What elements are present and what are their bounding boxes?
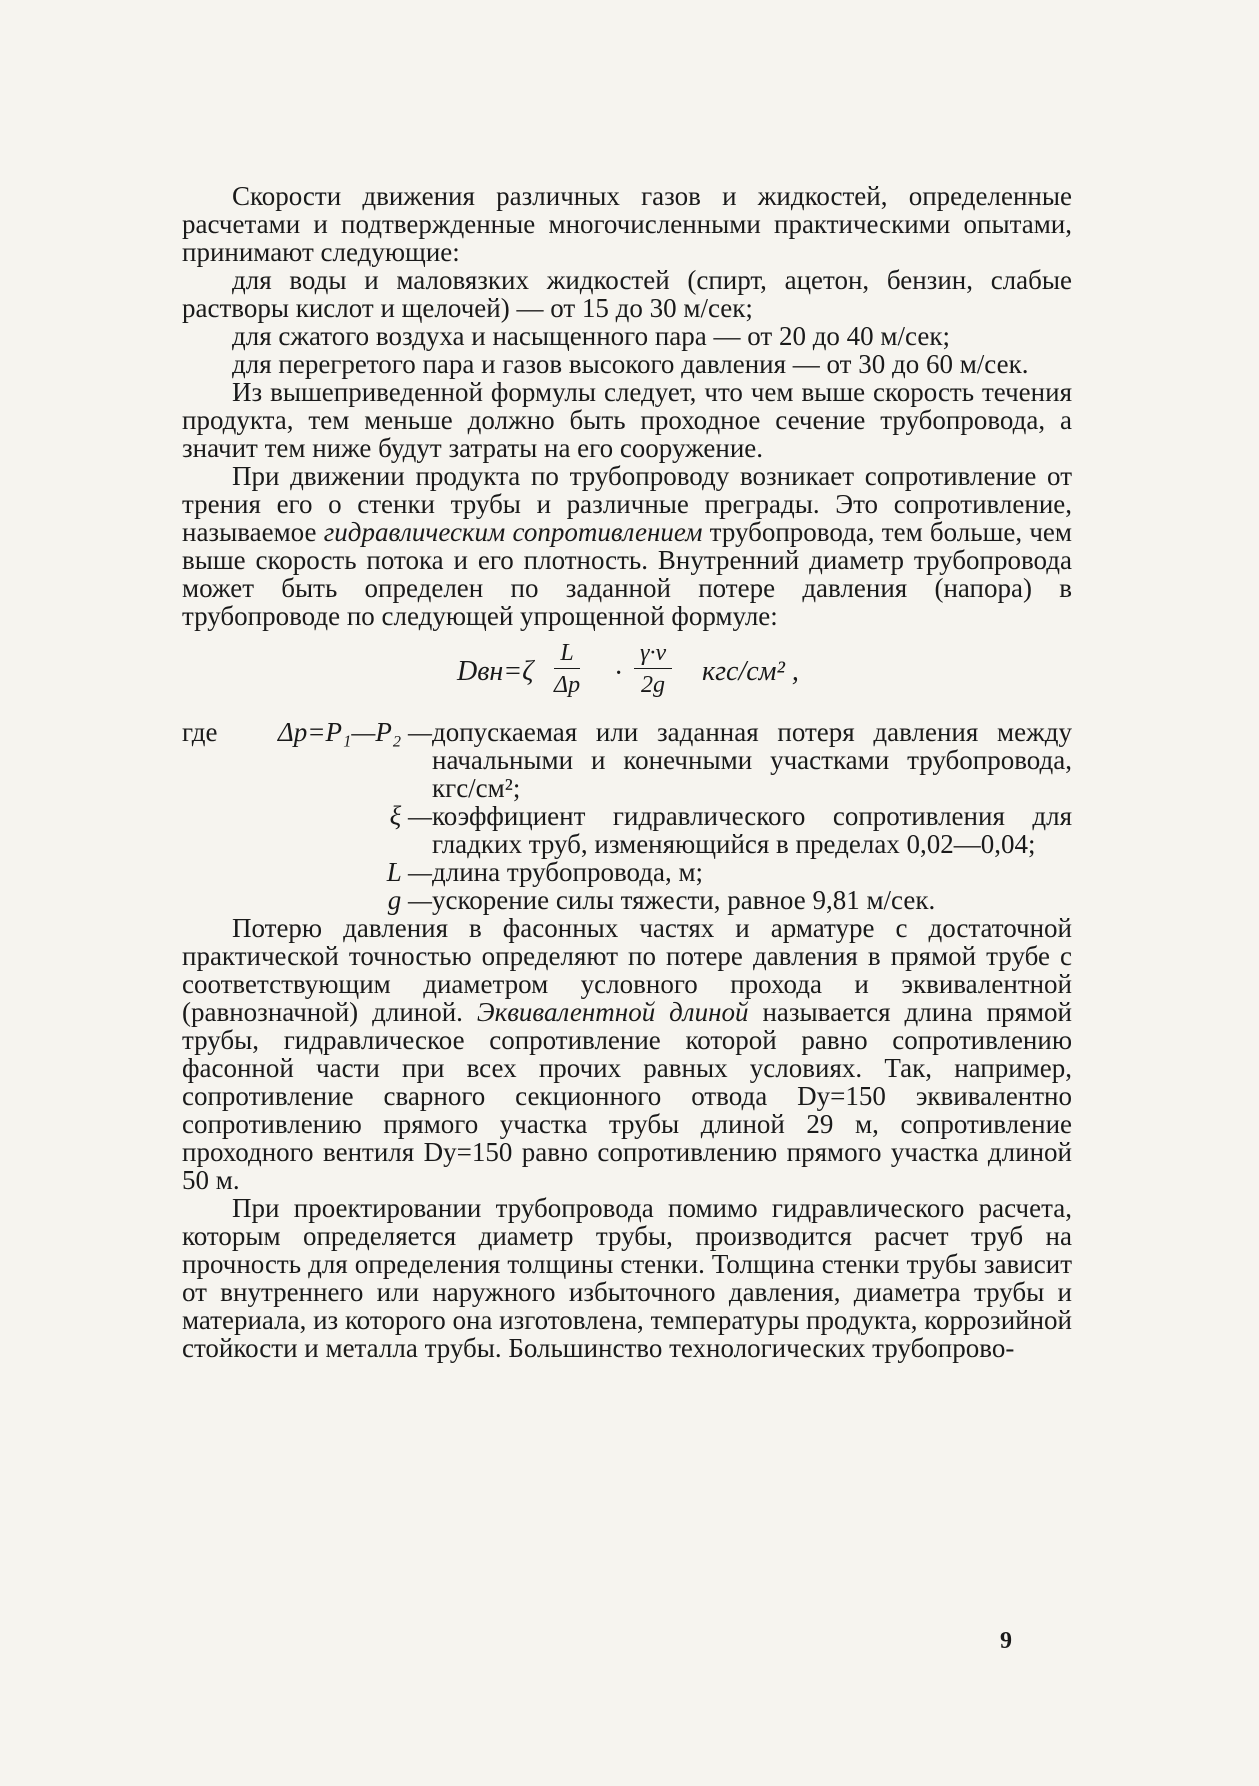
page-number: 9 xyxy=(1000,1628,1012,1654)
formula-fraction-velocity: $\frac{\gamma\cdot v}{2g}$ xyxy=(634,640,672,698)
paragraph-air-velocity: для сжатого воздуха и насыщенного пара — от 20 до 40 м/сек; xyxy=(232,321,950,351)
formula-definitions xyxy=(182,718,1072,914)
paragraph-steam-velocity: для перегретого пара и газов высокого давления — от 30 до 60 м/сек. xyxy=(232,349,1029,379)
definition-item: L — длина трубопровода, м; xyxy=(386,857,704,887)
paragraph-equivalent-length: Потерю давления в фасонных частях и арматуре с достаточной практической точностью определяют по потере давления в прямой трубе с соответствующим диаметром условного прохода и эквивалентной (равнозначной) длиной. Эквивалентной длиной называется длина прямой трубы, гидравлическое сопротивление которой равно сопротивлению фасонной части при всех прочих равных условиях. Так, например, сопротивление сварного секционного отвода Dу=150 эквивалентно сопротивлению прямого участка трубы длиной 29 м, сопротивление проходного вентиля Dу=150 равно сопротивлению прямого участка длиной 50 м. xyxy=(182,913,1073,1195)
term-equivalent-length: Эквивалентной длиной xyxy=(476,997,749,1027)
paragraph-conclusion: Из вышеприведенной формулы следует, что чем выше скорость течения продукта, тем меньше должно быть проходное сечение трубопровода, а значит тем ниже будут затраты на его сооружение. xyxy=(182,377,1072,463)
body-text xyxy=(182,182,1072,1362)
paragraph-strength-calculation: При проектировании трубопровода помимо гидравлического расчета, которым определяется диаметр трубы, производится расчет труб на прочность для определения толщины стенки. Толщина стенки трубы зависит от внутреннего или наружного избыточного давления, диаметра трубы и материала, из которого она изготовлена, температуры продукта, коррозийной стойкости и металла трубы. Большинство технологических трубопрово- xyxy=(182,1193,1072,1363)
paragraph-hydraulic-resistance: При движении продукта по трубопроводу возникает сопротивление от трения его о стенки трубы и различные преграды. Это сопротивление, называемое гидравлическим сопротивлением трубопровода, тем больше, чем выше скорость потока и его плотность. Внутренний диаметр трубопровода может быть определен по заданной потере давления (напора) в трубопроводе по следующей упрощенной формуле: xyxy=(182,461,1072,631)
paragraph-velocities-intro: Скорости движения различных газов и жидкостей, определенные расчетами и подтвержденные многочисленными практическими опытами, принимают следующие: xyxy=(182,181,1072,267)
definition-item: ξ — коэффициент гидравлического сопротивления для гладких труб, изменяющийся в пределах 0,02—0,04; xyxy=(389,801,1072,859)
definition-item: g — ускорение силы тяжести, равное 9,81 м/сек. xyxy=(387,885,936,915)
definition-item: где Δp=P₁—P₂ — допускаемая или заданная потеря давления между начальными и конечными участками трубопровода, кгс/см²; xyxy=(182,717,1072,803)
formula-lhs: Dвн=ζ xyxy=(457,656,534,687)
formula-unit: кгс/см² , xyxy=(702,656,799,687)
formula-dot: · xyxy=(614,658,624,689)
term-hydraulic-resistance: гидравлическим сопротивлением xyxy=(323,517,703,547)
paragraph-water-velocity: для воды и маловязких жидкостей (спирт, ацетон, бензин, слабые растворы кислот и щелочей) — от 15 до 30 м/сек; xyxy=(182,265,1072,323)
formula-fraction-length: $\frac{L}{\Delta p}$ xyxy=(554,640,581,698)
diameter-formula xyxy=(182,634,1072,712)
